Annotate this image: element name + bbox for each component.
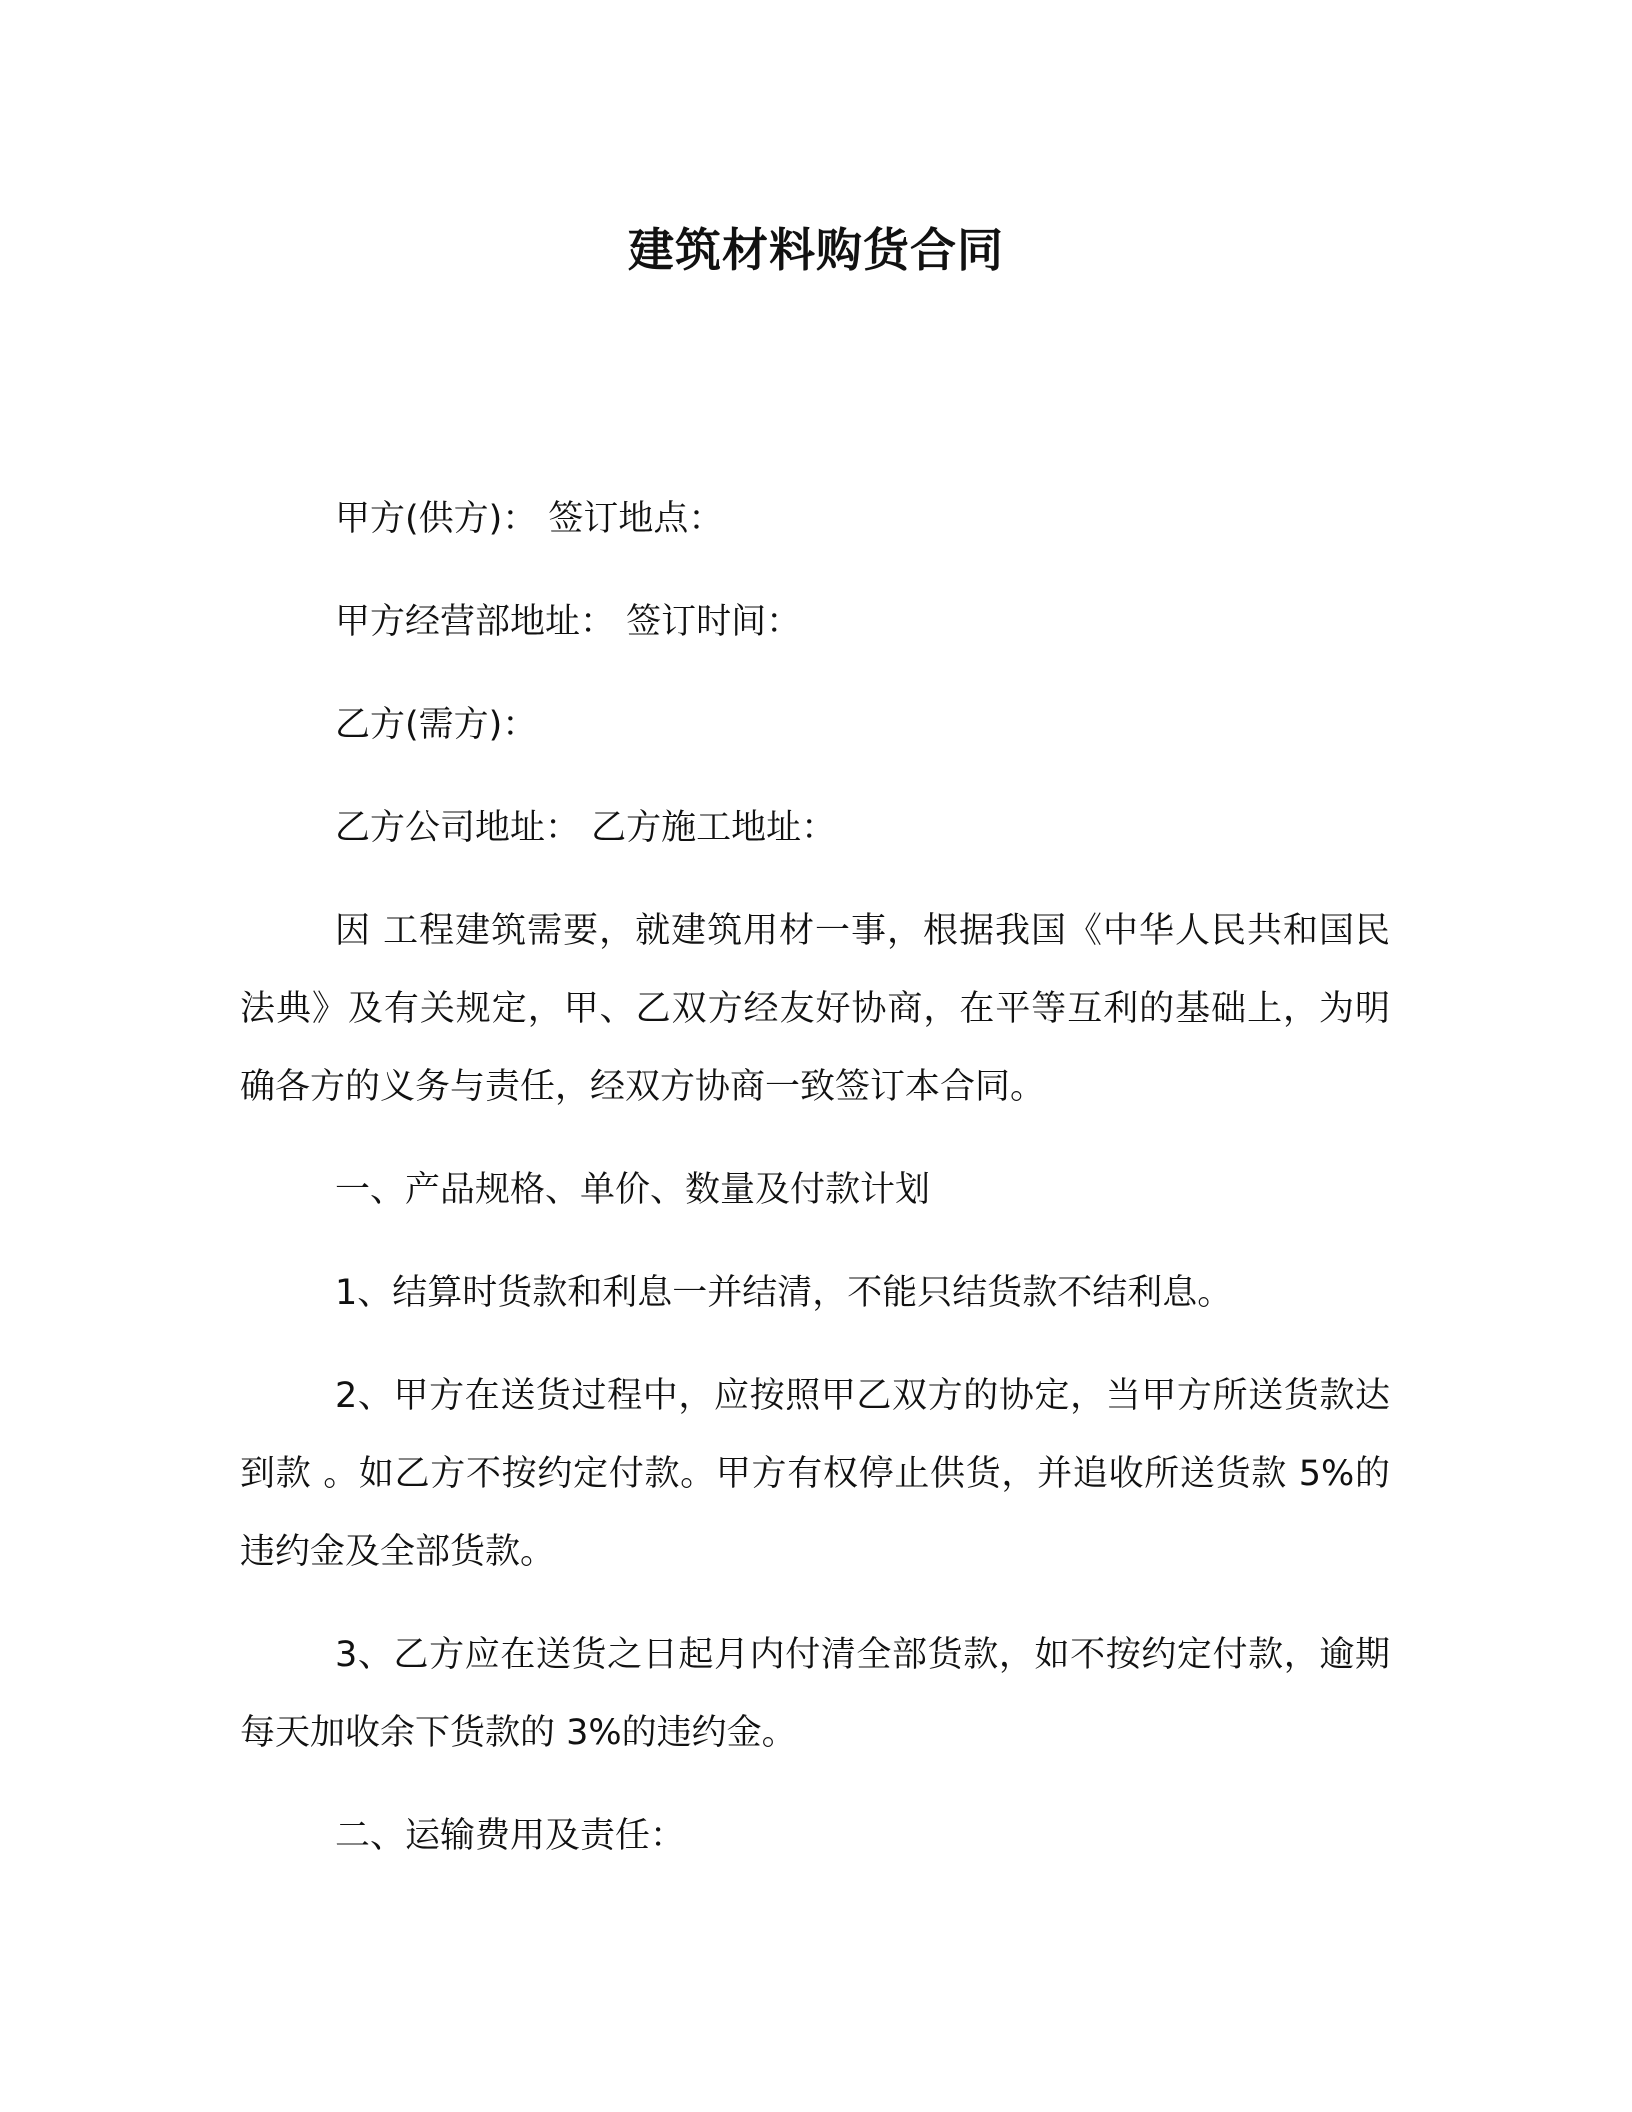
preamble-paragraph: 因 工程建筑需要，就建筑用材一事，根据我国《中华人民共和国民法典》及有关规定，甲、乙双方经友好协商，在平等互利的基础上，为明确各方的义务与责任，经双方协商一致签订本合同。 bbox=[240, 911, 1390, 1107]
party-a-line: 甲方(供方)： 签订地点： bbox=[335, 499, 724, 539]
party-b-address-line: 乙方公司地址： 乙方施工地址： bbox=[335, 808, 837, 848]
party-a-address-line: 甲方经营部地址： 签订时间： bbox=[335, 602, 802, 642]
section-2-heading: 二、运输费用及责任： bbox=[335, 1816, 686, 1856]
party-b-line: 乙方(需方)： bbox=[335, 705, 538, 745]
section-1-heading: 一、产品规格、单价、数量及付款计划 bbox=[335, 1170, 931, 1210]
document-body bbox=[240, 480, 1390, 1875]
document-title: 建筑材料购货合同 bbox=[628, 223, 1004, 277]
clause-3: 3、乙方应在送货之日起月内付清全部货款，如不按约定付款，逾期每天加收余下货款的 3%的违约金。 bbox=[240, 1635, 1390, 1753]
clause-2: 2、甲方在送货过程中，应按照甲乙双方的协定，当甲方所送货款达到款 。如乙方不按约定付款。甲方有权停止供货，并追收所送货款 5%的违约金及全部货款。 bbox=[240, 1376, 1390, 1572]
clause-1: 1、结算时货款和利息一并结清，不能只结货款不结利息。 bbox=[335, 1273, 1233, 1313]
